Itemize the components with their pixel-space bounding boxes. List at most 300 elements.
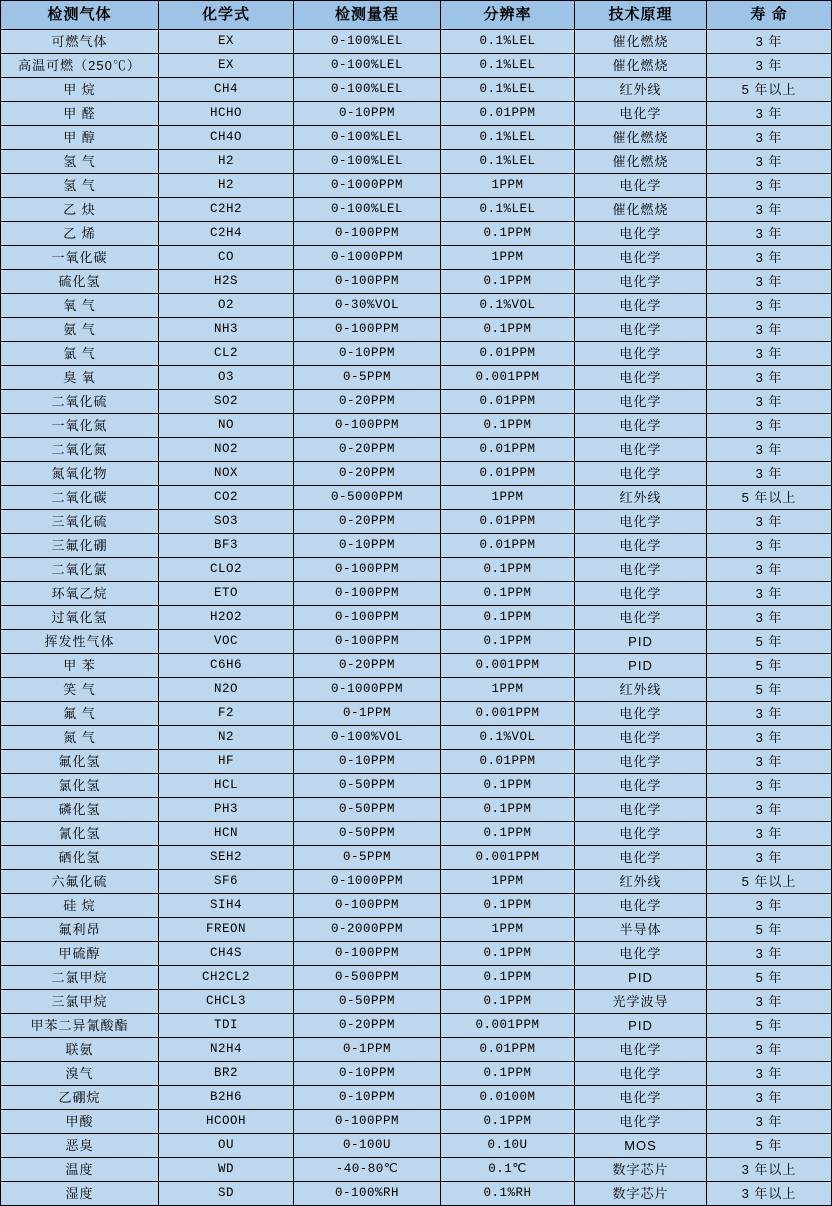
cell-principle: 催化燃烧 [575, 126, 707, 150]
cell-resolution: 0.1PPM [441, 558, 575, 582]
cell-range: 0-1PPM [294, 702, 441, 726]
table-row [1, 894, 832, 918]
cell-lifetime: 3 年 [707, 798, 832, 822]
cell-principle: 半导体 [575, 918, 707, 942]
cell-lifetime: 5 年 [707, 918, 832, 942]
cell-formula: H2 [159, 150, 294, 174]
cell-lifetime: 3 年 [707, 942, 832, 966]
cell-resolution: 0.001PPM [441, 654, 575, 678]
cell-formula: SO3 [159, 510, 294, 534]
cell-formula: SIH4 [159, 894, 294, 918]
cell-gas: 六氟化硫 [1, 870, 159, 894]
cell-principle: 电化学 [575, 558, 707, 582]
cell-lifetime: 5 年 [707, 630, 832, 654]
cell-range: 0-100PPM [294, 318, 441, 342]
table-row [1, 558, 832, 582]
column-header-formula: 化学式 [159, 1, 294, 30]
cell-resolution: 0.1PPM [441, 966, 575, 990]
cell-resolution: 0.1%LEL [441, 54, 575, 78]
cell-range: 0-100%LEL [294, 126, 441, 150]
column-header-gas: 检测气体 [1, 1, 159, 30]
cell-principle: PID [575, 966, 707, 990]
cell-principle: 电化学 [575, 846, 707, 870]
cell-gas: 甲苯二异氰酸酯 [1, 1014, 159, 1038]
cell-formula: F2 [159, 702, 294, 726]
cell-principle: PID [575, 1014, 707, 1038]
cell-gas: 恶臭 [1, 1134, 159, 1158]
cell-formula: BR2 [159, 1062, 294, 1086]
cell-formula: H2O2 [159, 606, 294, 630]
table-row [1, 78, 832, 102]
cell-range: 0-1PPM [294, 1038, 441, 1062]
cell-gas: 硅 烷 [1, 894, 159, 918]
table-row [1, 102, 832, 126]
cell-resolution: 0.001PPM [441, 366, 575, 390]
cell-lifetime: 3 年 [707, 1110, 832, 1134]
table-row [1, 510, 832, 534]
cell-lifetime: 3 年 [707, 438, 832, 462]
cell-range: 0-30%VOL [294, 294, 441, 318]
cell-gas: 氟 气 [1, 702, 159, 726]
cell-formula: OU [159, 1134, 294, 1158]
cell-gas: 乙硼烷 [1, 1086, 159, 1110]
cell-principle: 红外线 [575, 870, 707, 894]
cell-principle: 电化学 [575, 102, 707, 126]
cell-lifetime: 3 年 [707, 198, 832, 222]
cell-lifetime: 3 年 [707, 894, 832, 918]
cell-resolution: 0.1%LEL [441, 126, 575, 150]
table-row [1, 270, 832, 294]
cell-gas: 氢 气 [1, 174, 159, 198]
cell-range: 0-2000PPM [294, 918, 441, 942]
column-header-resolution: 分辨率 [441, 1, 575, 30]
cell-formula: CH4 [159, 78, 294, 102]
cell-resolution: 0.01PPM [441, 438, 575, 462]
cell-gas: 氨 气 [1, 318, 159, 342]
cell-gas: 氟化氢 [1, 750, 159, 774]
cell-range: 0-100PPM [294, 630, 441, 654]
cell-formula: H2S [159, 270, 294, 294]
cell-gas: 氢 气 [1, 150, 159, 174]
cell-resolution: 0.01PPM [441, 750, 575, 774]
cell-lifetime: 3 年 [707, 774, 832, 798]
cell-principle: 催化燃烧 [575, 150, 707, 174]
table-row [1, 750, 832, 774]
table-row [1, 54, 832, 78]
cell-formula: NO [159, 414, 294, 438]
cell-lifetime: 3 年以上 [707, 1182, 832, 1206]
table-row [1, 1062, 832, 1086]
cell-principle: 电化学 [575, 1110, 707, 1134]
cell-gas: 笑 气 [1, 678, 159, 702]
cell-resolution: 0.1PPM [441, 222, 575, 246]
cell-range: 0-100U [294, 1134, 441, 1158]
cell-gas: 挥发性气体 [1, 630, 159, 654]
cell-formula: WD [159, 1158, 294, 1182]
cell-principle: 电化学 [575, 414, 707, 438]
cell-resolution: 0.1%LEL [441, 198, 575, 222]
cell-range: 0-100PPM [294, 582, 441, 606]
cell-principle: 电化学 [575, 1086, 707, 1110]
cell-gas: 温度 [1, 1158, 159, 1182]
cell-range: 0-20PPM [294, 390, 441, 414]
cell-lifetime: 3 年 [707, 150, 832, 174]
cell-resolution: 0.001PPM [441, 846, 575, 870]
cell-resolution: 0.01PPM [441, 534, 575, 558]
cell-principle: 电化学 [575, 462, 707, 486]
table-row [1, 30, 832, 54]
cell-resolution: 0.1℃ [441, 1158, 575, 1182]
table-row [1, 1038, 832, 1062]
cell-resolution: 0.1PPM [441, 606, 575, 630]
cell-gas: 可燃气体 [1, 30, 159, 54]
cell-formula: C6H6 [159, 654, 294, 678]
cell-range: 0-10PPM [294, 1086, 441, 1110]
cell-principle: 数字芯片 [575, 1182, 707, 1206]
cell-gas: 氮氧化物 [1, 462, 159, 486]
table-row [1, 198, 832, 222]
cell-formula: CH4O [159, 126, 294, 150]
cell-resolution: 0.1%LEL [441, 78, 575, 102]
cell-resolution: 1PPM [441, 174, 575, 198]
cell-range: 0-20PPM [294, 438, 441, 462]
cell-range: 0-10PPM [294, 342, 441, 366]
cell-range: 0-10PPM [294, 1062, 441, 1086]
cell-resolution: 0.01PPM [441, 390, 575, 414]
cell-gas: 甲酸 [1, 1110, 159, 1134]
cell-lifetime: 3 年以上 [707, 1158, 832, 1182]
cell-gas: 二氧化硫 [1, 390, 159, 414]
cell-formula: NO2 [159, 438, 294, 462]
table-row [1, 966, 832, 990]
table-row [1, 990, 832, 1014]
cell-range: 0-20PPM [294, 462, 441, 486]
cell-resolution: 0.1PPM [441, 318, 575, 342]
cell-formula: CO [159, 246, 294, 270]
cell-range: 0-20PPM [294, 654, 441, 678]
cell-resolution: 1PPM [441, 486, 575, 510]
cell-range: 0-1000PPM [294, 174, 441, 198]
cell-range: 0-100PPM [294, 222, 441, 246]
table-row [1, 582, 832, 606]
cell-range: 0-500PPM [294, 966, 441, 990]
cell-formula: CLO2 [159, 558, 294, 582]
table-row [1, 534, 832, 558]
cell-formula: CHCL3 [159, 990, 294, 1014]
cell-range: 0-100PPM [294, 606, 441, 630]
cell-formula: N2H4 [159, 1038, 294, 1062]
cell-formula: HCOOH [159, 1110, 294, 1134]
cell-resolution: 0.1PPM [441, 894, 575, 918]
cell-gas: 甲硫醇 [1, 942, 159, 966]
cell-resolution: 0.1%LEL [441, 30, 575, 54]
cell-lifetime: 3 年 [707, 606, 832, 630]
cell-lifetime: 3 年 [707, 270, 832, 294]
cell-formula: C2H2 [159, 198, 294, 222]
table-row [1, 870, 832, 894]
cell-resolution: 0.01PPM [441, 342, 575, 366]
cell-lifetime: 3 年 [707, 414, 832, 438]
cell-lifetime: 3 年 [707, 462, 832, 486]
cell-principle: 红外线 [575, 78, 707, 102]
cell-principle: 电化学 [575, 438, 707, 462]
cell-resolution: 0.1PPM [441, 798, 575, 822]
cell-range: 0-50PPM [294, 774, 441, 798]
cell-principle: 电化学 [575, 774, 707, 798]
cell-gas: 二氧化碳 [1, 486, 159, 510]
cell-lifetime: 5 年以上 [707, 78, 832, 102]
cell-principle: 催化燃烧 [575, 198, 707, 222]
table-row [1, 630, 832, 654]
cell-lifetime: 3 年 [707, 822, 832, 846]
cell-resolution: 0.01PPM [441, 462, 575, 486]
cell-principle: 电化学 [575, 726, 707, 750]
cell-gas: 臭 氧 [1, 366, 159, 390]
cell-range: 0-100%LEL [294, 198, 441, 222]
cell-resolution: 0.1PPM [441, 942, 575, 966]
cell-principle: 光学波导 [575, 990, 707, 1014]
cell-lifetime: 3 年 [707, 342, 832, 366]
cell-resolution: 0.1PPM [441, 822, 575, 846]
table-row [1, 822, 832, 846]
cell-principle: 电化学 [575, 822, 707, 846]
table-row [1, 606, 832, 630]
cell-range: 0-1000PPM [294, 246, 441, 270]
cell-resolution: 1PPM [441, 678, 575, 702]
cell-resolution: 0.0100M [441, 1086, 575, 1110]
cell-formula: N2 [159, 726, 294, 750]
cell-resolution: 0.1PPM [441, 582, 575, 606]
cell-resolution: 0.01PPM [441, 102, 575, 126]
cell-principle: 电化学 [575, 246, 707, 270]
cell-lifetime: 3 年 [707, 1086, 832, 1110]
cell-lifetime: 3 年 [707, 174, 832, 198]
cell-formula: NOX [159, 462, 294, 486]
cell-range: 0-100%LEL [294, 30, 441, 54]
table-row [1, 1086, 832, 1110]
cell-resolution: 0.1%LEL [441, 150, 575, 174]
cell-resolution: 0.1PPM [441, 774, 575, 798]
cell-principle: 红外线 [575, 486, 707, 510]
table-header [1, 1, 832, 30]
table-row [1, 150, 832, 174]
cell-range: 0-100%RH [294, 1182, 441, 1206]
cell-principle: 电化学 [575, 294, 707, 318]
cell-lifetime: 3 年 [707, 366, 832, 390]
cell-gas: 氮 气 [1, 726, 159, 750]
cell-range: 0-10PPM [294, 534, 441, 558]
cell-range: 0-20PPM [294, 1014, 441, 1038]
cell-principle: 电化学 [575, 342, 707, 366]
cell-principle: 电化学 [575, 1038, 707, 1062]
cell-resolution: 0.1PPM [441, 1110, 575, 1134]
cell-formula: O3 [159, 366, 294, 390]
cell-resolution: 1PPM [441, 246, 575, 270]
table-row [1, 486, 832, 510]
cell-formula: EX [159, 54, 294, 78]
cell-principle: 电化学 [575, 510, 707, 534]
cell-lifetime: 3 年 [707, 726, 832, 750]
table-row [1, 846, 832, 870]
cell-formula: HCN [159, 822, 294, 846]
cell-formula: TDI [159, 1014, 294, 1038]
table-row [1, 414, 832, 438]
cell-gas: 环氧乙烷 [1, 582, 159, 606]
cell-lifetime: 5 年以上 [707, 870, 832, 894]
cell-resolution: 0.1PPM [441, 630, 575, 654]
cell-range: 0-10PPM [294, 102, 441, 126]
cell-range: 0-50PPM [294, 822, 441, 846]
cell-gas: 硫化氢 [1, 270, 159, 294]
cell-formula: SD [159, 1182, 294, 1206]
table-row [1, 318, 832, 342]
cell-range: 0-100%LEL [294, 150, 441, 174]
table-row [1, 438, 832, 462]
cell-principle: 电化学 [575, 270, 707, 294]
cell-range: 0-1000PPM [294, 678, 441, 702]
cell-range: 0-100%LEL [294, 78, 441, 102]
cell-formula: CH4S [159, 942, 294, 966]
cell-gas: 氟利昂 [1, 918, 159, 942]
cell-formula: CL2 [159, 342, 294, 366]
cell-formula: CO2 [159, 486, 294, 510]
cell-range: 0-5000PPM [294, 486, 441, 510]
table-body [1, 30, 832, 1206]
cell-principle: 电化学 [575, 318, 707, 342]
cell-lifetime: 3 年 [707, 30, 832, 54]
cell-principle: 催化燃烧 [575, 54, 707, 78]
cell-resolution: 0.1PPM [441, 270, 575, 294]
column-header-lifetime: 寿 命 [707, 1, 832, 30]
table-row [1, 702, 832, 726]
cell-resolution: 0.001PPM [441, 1014, 575, 1038]
cell-range: 0-100PPM [294, 558, 441, 582]
cell-principle: 电化学 [575, 222, 707, 246]
cell-lifetime: 5 年 [707, 654, 832, 678]
cell-principle: PID [575, 654, 707, 678]
table-row [1, 390, 832, 414]
cell-lifetime: 3 年 [707, 222, 832, 246]
cell-formula: H2 [159, 174, 294, 198]
cell-principle: PID [575, 630, 707, 654]
table-row [1, 798, 832, 822]
cell-principle: MOS [575, 1134, 707, 1158]
cell-principle: 电化学 [575, 390, 707, 414]
cell-lifetime: 3 年 [707, 246, 832, 270]
cell-lifetime: 3 年 [707, 390, 832, 414]
cell-formula: BF3 [159, 534, 294, 558]
cell-gas: 联氨 [1, 1038, 159, 1062]
table-row [1, 1014, 832, 1038]
table-row [1, 678, 832, 702]
cell-gas: 过氧化氢 [1, 606, 159, 630]
column-header-range: 检测量程 [294, 1, 441, 30]
cell-formula: HF [159, 750, 294, 774]
cell-formula: EX [159, 30, 294, 54]
cell-lifetime: 5 年 [707, 1134, 832, 1158]
cell-principle: 催化燃烧 [575, 30, 707, 54]
cell-lifetime: 3 年 [707, 1062, 832, 1086]
table-row [1, 918, 832, 942]
cell-resolution: 0.01PPM [441, 510, 575, 534]
cell-range: 0-1000PPM [294, 870, 441, 894]
cell-gas: 三氟化硼 [1, 534, 159, 558]
cell-lifetime: 5 年以上 [707, 486, 832, 510]
cell-principle: 电化学 [575, 174, 707, 198]
cell-formula: SEH2 [159, 846, 294, 870]
cell-resolution: 0.1PPM [441, 1062, 575, 1086]
cell-principle: 电化学 [575, 942, 707, 966]
cell-gas: 三氯甲烷 [1, 990, 159, 1014]
cell-range: 0-100%VOL [294, 726, 441, 750]
table-row [1, 942, 832, 966]
table-row [1, 774, 832, 798]
cell-gas: 甲 醇 [1, 126, 159, 150]
cell-gas: 二氧化氮 [1, 438, 159, 462]
table-row [1, 654, 832, 678]
table-row [1, 246, 832, 270]
cell-resolution: 1PPM [441, 870, 575, 894]
table-row [1, 366, 832, 390]
cell-gas: 甲 苯 [1, 654, 159, 678]
cell-gas: 硒化氢 [1, 846, 159, 870]
cell-range: 0-50PPM [294, 990, 441, 1014]
cell-gas: 二氯甲烷 [1, 966, 159, 990]
cell-range: 0-100PPM [294, 1110, 441, 1134]
cell-resolution: 0.10U [441, 1134, 575, 1158]
table-row [1, 174, 832, 198]
table-row [1, 1158, 832, 1182]
cell-gas: 氰化氢 [1, 822, 159, 846]
cell-formula: C2H4 [159, 222, 294, 246]
cell-gas: 一氧化碳 [1, 246, 159, 270]
cell-formula: N2O [159, 678, 294, 702]
cell-formula: PH3 [159, 798, 294, 822]
cell-range: 0-100PPM [294, 414, 441, 438]
table-header-row [1, 1, 832, 30]
cell-range: -40-80℃ [294, 1158, 441, 1182]
cell-principle: 电化学 [575, 366, 707, 390]
cell-formula: B2H6 [159, 1086, 294, 1110]
table-row [1, 342, 832, 366]
cell-gas: 乙 炔 [1, 198, 159, 222]
cell-range: 0-50PPM [294, 798, 441, 822]
cell-lifetime: 3 年 [707, 54, 832, 78]
table-row [1, 222, 832, 246]
cell-formula: NH3 [159, 318, 294, 342]
cell-range: 0-20PPM [294, 510, 441, 534]
table-row [1, 1110, 832, 1134]
cell-lifetime: 3 年 [707, 126, 832, 150]
cell-formula: ETO [159, 582, 294, 606]
cell-range: 0-100PPM [294, 942, 441, 966]
cell-lifetime: 5 年 [707, 966, 832, 990]
cell-formula: VOC [159, 630, 294, 654]
cell-gas: 甲 醛 [1, 102, 159, 126]
cell-formula: HCHO [159, 102, 294, 126]
cell-gas: 氧 气 [1, 294, 159, 318]
cell-principle: 电化学 [575, 798, 707, 822]
cell-resolution: 0.01PPM [441, 1038, 575, 1062]
cell-gas: 湿度 [1, 1182, 159, 1206]
cell-lifetime: 3 年 [707, 1038, 832, 1062]
cell-principle: 电化学 [575, 1062, 707, 1086]
cell-gas: 一氧化氮 [1, 414, 159, 438]
cell-range: 0-5PPM [294, 366, 441, 390]
cell-lifetime: 3 年 [707, 534, 832, 558]
table-row [1, 1182, 832, 1206]
cell-lifetime: 5 年 [707, 1014, 832, 1038]
